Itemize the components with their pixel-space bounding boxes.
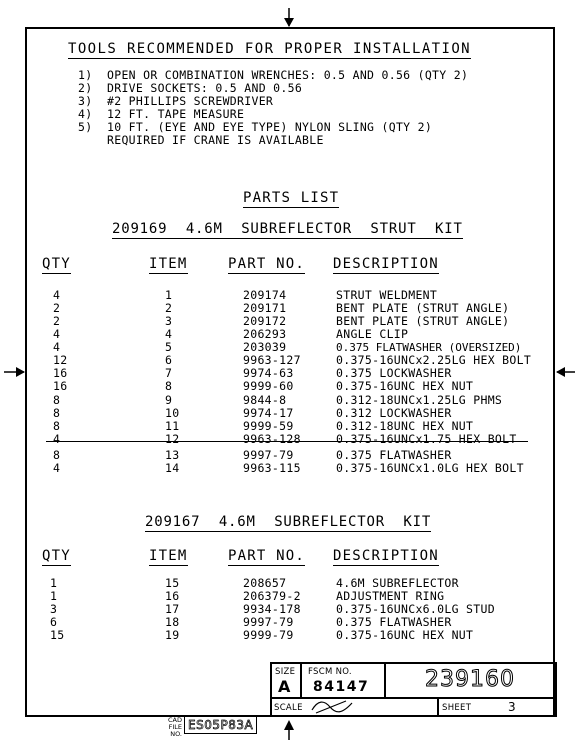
item-cell: 7 (165, 366, 173, 380)
part-cell: 9963-128 (243, 432, 301, 446)
tool-text: #2 PHILLIPS SCREWDRIVER (107, 94, 274, 108)
desc-cell: 0.375-16UNCx6.0LG STUD (336, 602, 495, 616)
qty-cell: 8 (53, 448, 61, 462)
item-cell: 15 (165, 576, 180, 590)
left-center-arrow-icon (4, 363, 26, 381)
qty-cell: 1 (50, 589, 58, 603)
qty-cell: 8 (53, 393, 61, 407)
kit1-header-qty: QTY (42, 256, 71, 272)
item-cell: 4 (165, 327, 173, 341)
part-cell: 9997-79 (243, 448, 294, 462)
desc-cell: 0.375-16UNC HEX NUT (336, 379, 474, 393)
tool-number: 2) (78, 81, 93, 95)
scale-label: SCALE (274, 703, 303, 713)
tool-number: 4) (78, 107, 93, 121)
part-cell: 9999-60 (243, 379, 294, 393)
scale-symbol-icon (310, 700, 356, 714)
tool-number: 1) (78, 68, 93, 82)
part-cell: 9999-59 (243, 419, 294, 433)
item-cell: 8 (165, 379, 173, 393)
part-cell: 9974-63 (243, 366, 294, 380)
item-cell: 2 (165, 301, 173, 315)
kit2-header-item: ITEM (149, 548, 188, 564)
qty-cell: 4 (53, 327, 61, 341)
fscm-label: FSCM NO. (308, 667, 352, 677)
sheet-value: 3 (508, 700, 516, 714)
kit2-title: 209167 4.6M SUBREFLECTOR KIT (145, 514, 432, 530)
cad-file-value: ES05P83A (184, 716, 257, 734)
tool-text: REQUIRED IF CRANE IS AVAILABLE (107, 133, 324, 147)
qty-cell: 1 (50, 576, 58, 590)
item-cell: 16 (165, 589, 180, 603)
item-cell: 3 (165, 314, 173, 328)
desc-cell: 0.375-16UNC HEX NUT (336, 628, 474, 642)
desc-cell: ADJUSTMENT RING (336, 589, 445, 603)
qty-cell: 16 (53, 366, 68, 380)
part-cell: 209174 (243, 288, 287, 302)
qty-cell: 3 (50, 602, 58, 616)
item-cell: 5 (165, 340, 173, 354)
title-block-divider (270, 697, 557, 699)
parts-list-title: PARTS LIST (243, 190, 340, 206)
qty-cell: 4 (53, 461, 61, 475)
qty-cell: 8 (53, 406, 61, 420)
right-center-arrow-icon (553, 363, 575, 381)
item-cell: 6 (165, 353, 173, 367)
desc-cell: 0.312-18UNCx1.25LG PHMS (336, 393, 503, 407)
sheet-label: SHEET (442, 703, 472, 713)
kit2-header-desc: DESCRIPTION (333, 548, 439, 564)
desc-cell: STRUT WELDMENT (336, 288, 438, 302)
desc-cell: ANGLE CLIP (336, 327, 409, 341)
part-cell: 9844-8 (243, 393, 287, 407)
item-cell: 17 (165, 602, 180, 616)
item-cell: 1 (165, 288, 173, 302)
qty-cell: 4 (53, 340, 61, 354)
item-cell: 18 (165, 615, 180, 629)
kit1-header-item: ITEM (149, 256, 188, 272)
desc-cell: 0.312-18UNC HEX NUT (336, 419, 474, 433)
tool-text: DRIVE SOCKETS: 0.5 AND 0.56 (107, 81, 303, 95)
part-cell: 209172 (243, 314, 287, 328)
top-center-arrow-icon (280, 8, 298, 28)
kit2-header-qty: QTY (42, 548, 71, 564)
bottom-center-arrow-icon (280, 718, 298, 740)
desc-cell: 0.375-16UNCx2.25LG HEX BOLT (336, 353, 532, 367)
tool-text: OPEN OR COMBINATION WRENCHES: 0.5 AND 0.56 (QTY 2) (107, 68, 469, 82)
part-cell: 9974-17 (243, 406, 294, 420)
cad-file-label (158, 717, 182, 738)
item-cell: 14 (165, 461, 180, 475)
part-cell: 209171 (243, 301, 287, 315)
desc-cell: 0.375 LOCKWASHER (336, 366, 452, 380)
tools-title: TOOLS RECOMMENDED FOR PROPER INSTALLATION (68, 41, 471, 57)
qty-cell: 4 (53, 288, 61, 302)
qty-cell: 4 (53, 432, 61, 446)
item-cell: 12 (165, 432, 180, 446)
item-cell: 19 (165, 628, 180, 642)
qty-cell: 2 (53, 301, 61, 315)
desc-cell: BENT PLATE (STRUT ANGLE) (336, 301, 510, 315)
part-cell: 9963-115 (243, 461, 301, 475)
desc-cell: BENT PLATE (STRUT ANGLE) (336, 314, 510, 328)
part-cell: 9999-79 (243, 628, 294, 642)
kit1-header-desc: DESCRIPTION (333, 256, 439, 272)
kit1-title: 209169 4.6M SUBREFLECTOR STRUT KIT (112, 221, 463, 237)
part-cell: 9997-79 (243, 615, 294, 629)
item-cell: 9 (165, 393, 173, 407)
part-cell: 206293 (243, 327, 287, 341)
fscm-value: 84147 (313, 679, 370, 695)
item-cell: 10 (165, 406, 180, 420)
tool-number: 3) (78, 94, 93, 108)
item-cell: 11 (165, 419, 180, 433)
tool-number: 5) (78, 120, 93, 134)
size-value: A (278, 677, 291, 696)
kit2-header-part: PART NO. (228, 548, 306, 564)
tool-text: 10 FT. (EYE AND EYE TYPE) NYLON SLING (QTY 2) (107, 120, 433, 134)
desc-cell: 4.6M SUBREFLECTOR (336, 576, 459, 590)
title-block-divider (437, 697, 439, 717)
qty-cell: 8 (53, 419, 61, 433)
drawing-number: 239160 (425, 667, 515, 692)
part-cell: 9934-178 (243, 602, 301, 616)
part-cell: 203039 (243, 340, 287, 354)
qty-cell: 16 (53, 379, 68, 393)
cad-label: CAD (168, 716, 182, 724)
desc-cell: 0.375 FLATWASHER (OVERSIZED) (336, 341, 522, 354)
part-cell: 208657 (243, 576, 287, 590)
desc-cell: 0.375-16UNCx1.75 HEX BOLT (336, 432, 517, 446)
qty-cell: 15 (50, 628, 65, 642)
part-cell: 206379-2 (243, 589, 301, 603)
title-block-divider (300, 662, 302, 698)
qty-cell: 6 (50, 615, 58, 629)
desc-cell: 0.312 LOCKWASHER (336, 406, 452, 420)
qty-cell: 12 (53, 353, 68, 367)
part-cell: 9963-127 (243, 353, 301, 367)
item-cell: 13 (165, 448, 180, 462)
kit1-header-part: PART NO. (228, 256, 306, 272)
size-label: SIZE (275, 667, 296, 677)
file-no-label: FILE NO. (168, 723, 182, 738)
title-block-divider (384, 662, 386, 698)
strikethrough-line (46, 441, 528, 442)
desc-cell: 0.375 FLATWASHER (336, 615, 452, 629)
tool-text: 12 FT. TAPE MEASURE (107, 107, 245, 121)
qty-cell: 2 (53, 314, 61, 328)
desc-cell: 0.375 FLATWASHER (336, 448, 452, 462)
desc-cell: 0.375-16UNCx1.0LG HEX BOLT (336, 461, 524, 475)
